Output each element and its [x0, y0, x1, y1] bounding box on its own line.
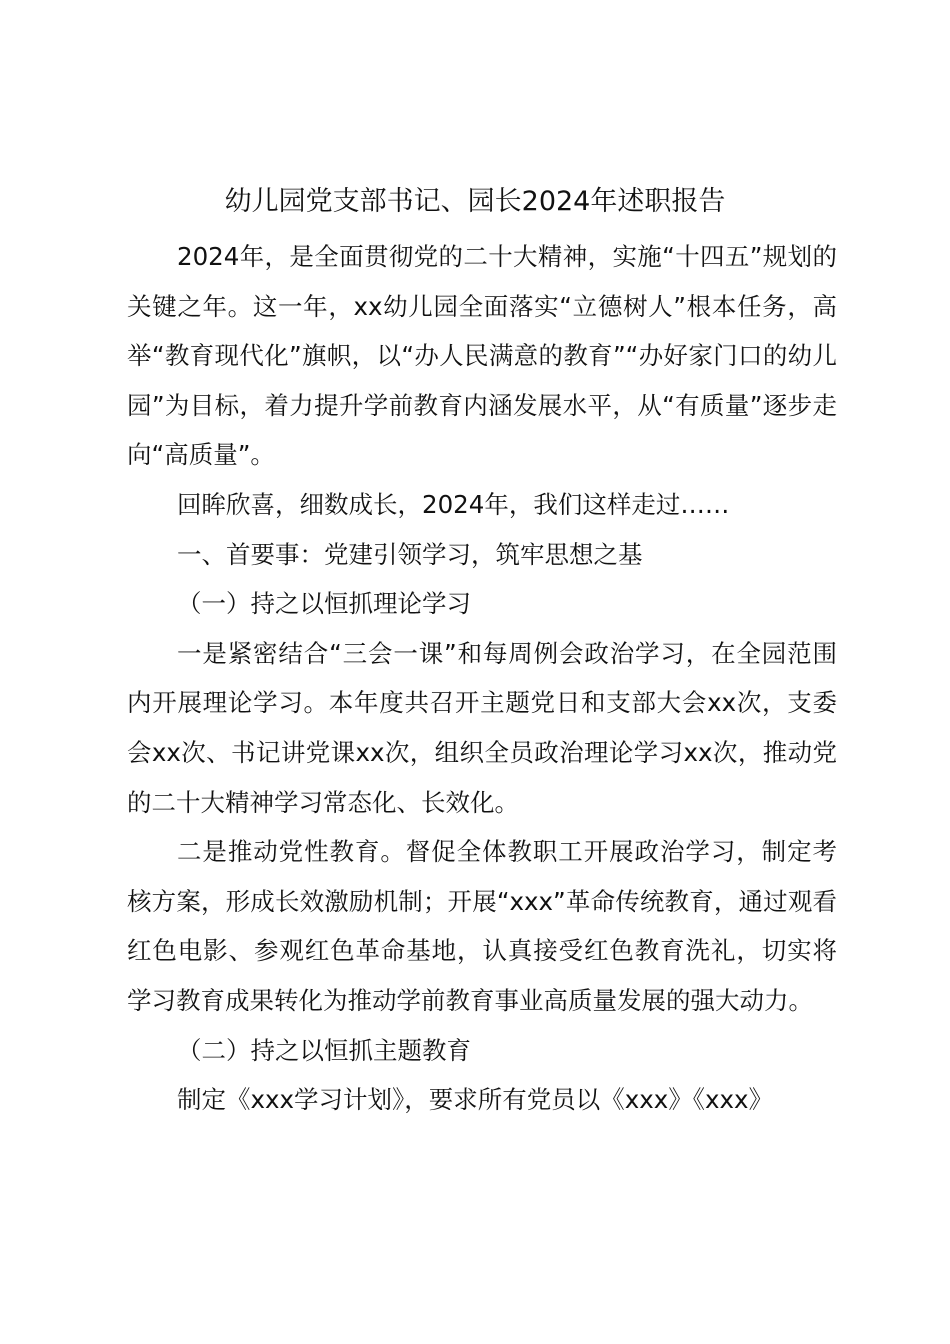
document-body [127, 232, 837, 1125]
paragraph-party-education: 二是推动党性教育。督促全体教职工开展政治学习，制定考核方案，形成长效激励机制；开展“xxx”革命传统教育，通过观看红色电影、参观红色革命基地，认真接受红色教育洗礼，切实将学习教育成果转化为推动学前教育事业高质量发展的强大动力。 [127, 837, 837, 1015]
paragraph-theory-study: 一是紧密结合“三会一课”和每周例会政治学习，在全园范围内开展理论学习。本年度共召开主题党日和支部大会xx次，支委会xx次、书记讲党课xx次，组织全员政治理论学习xx次，推动党的二十大精神学习常态化、长效化。 [127, 638, 837, 817]
paragraph-study-plan: 制定《xxx学习计划》，要求所有党员以《xxx》《xxx》 [177, 1085, 773, 1115]
paragraph-intro: 2024年，是全面贯彻党的二十大精神，实施“十四五”规划的关键之年。这一年，xx幼儿园全面落实“立德树人”根本任务，高举“教育现代化”旗帜，以“办人民满意的教育”“办好家门口的幼儿园”为目标，着力提升学前教育内涵发展水平，从“有质量”逐步走向“高质量”。 [127, 242, 837, 470]
document-title: 幼儿园党支部书记、园长2024年述职报告 [224, 186, 726, 217]
paragraph-review: 回眸欣喜，细数成长，2024年，我们这样走过…… [177, 489, 730, 519]
subsection-heading-2: （二）持之以恒抓主题教育 [177, 1035, 471, 1065]
section-heading-1: 一、首要事：党建引领学习，筑牢思想之基 [177, 539, 643, 569]
subsection-heading-1: （一）持之以恒抓理论学习 [177, 589, 471, 619]
